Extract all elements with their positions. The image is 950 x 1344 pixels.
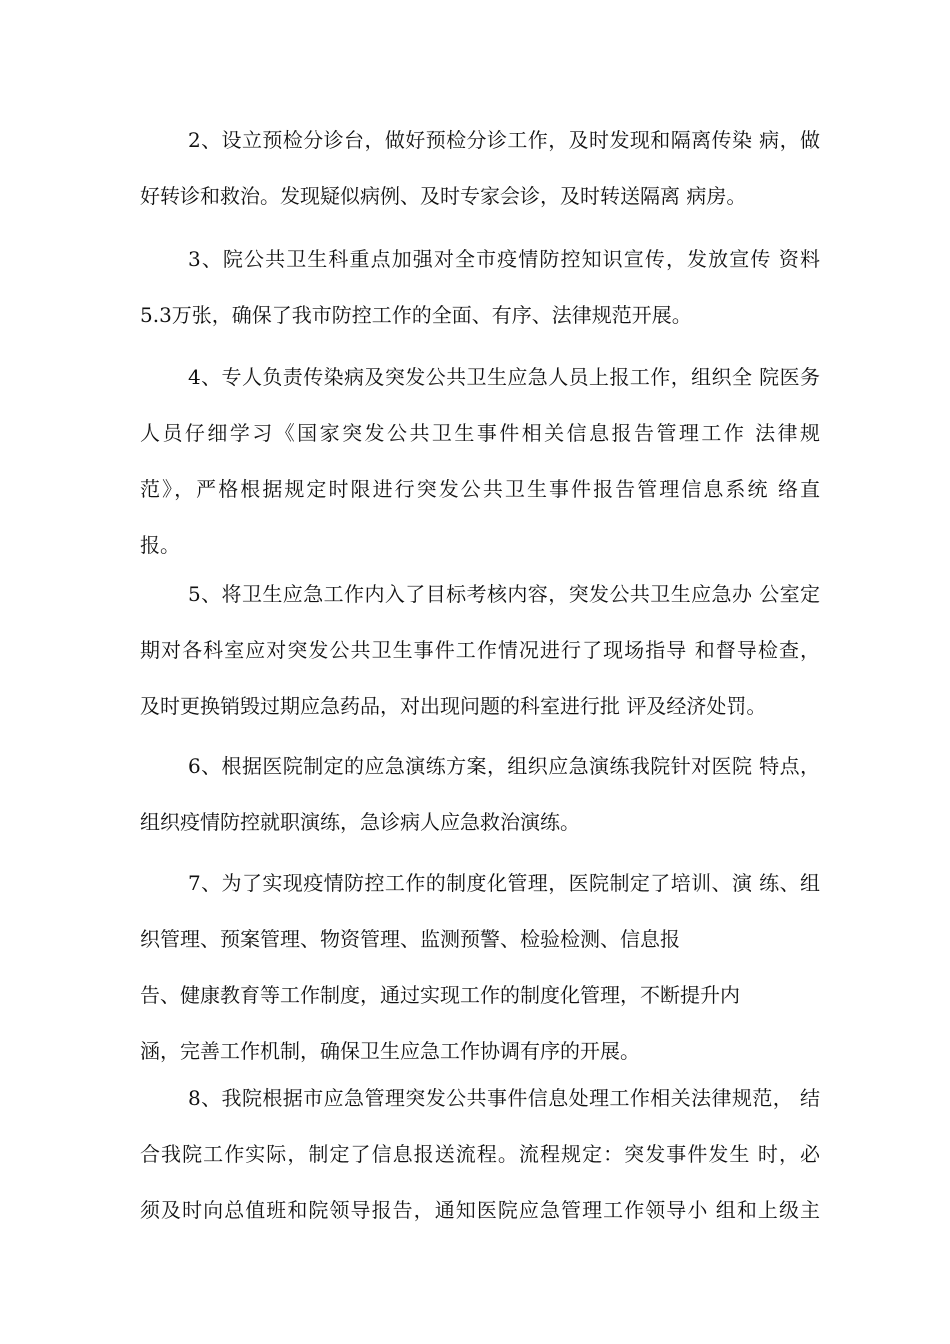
paragraph-line: 织管理、预案管理、物资管理、监测预警、检验检测、信息报 [140, 927, 680, 951]
paragraph-line: 7、为了实现疫情防控工作的制度化管理，医院制定了培训、演 练、组 [188, 871, 820, 895]
paragraph-6 [140, 738, 820, 850]
paragraph-line: 5、将卫生应急工作内入了目标考核内容，突发公共卫生应急办 公室定 [188, 582, 820, 606]
paragraph-line: 好转诊和救治。发现疑似病例、及时专家会诊，及时转送隔离 病房。 [140, 184, 747, 208]
paragraph-line: 人员仔细学习《国家突发公共卫生事件相关信息报告管理工作 法律规 [140, 421, 820, 445]
paragraph-line: 须及时向总值班和院领导报告，通知医院应急管理工作领导小 组和上级主 [140, 1198, 820, 1222]
paragraph-line: 3、院公共卫生科重点加强对全市疫情防控知识宣传，发放宣传 资料 [188, 247, 820, 271]
paragraph-line: 2、设立预检分诊台，做好预检分诊工作，及时发现和隔离传染 病，做 [188, 128, 820, 152]
paragraph-line: 及时更换销毁过期应急药品，对出现问题的科室进行批 评及经济处罚。 [140, 694, 767, 718]
paragraph-line: 合我院工作实际，制定了信息报送流程。流程规定：突发事件发生 时，必 [140, 1142, 820, 1166]
paragraph-line: 4、专人负责传染病及突发公共卫生应急人员上报工作，组织全 院医务 [188, 365, 820, 389]
paragraph-7 [140, 855, 820, 1079]
paragraph-line: 8、我院根据市应急管理突发公共事件信息处理工作相关法律规范， 结 [188, 1086, 820, 1110]
paragraph-2 [140, 112, 820, 224]
paragraph-line: 告、健康教育等工作制度，通过实现工作的制度化管理，不断提升内 [140, 983, 740, 1007]
paragraph-line: 5.3万张，确保了我市防控工作的全面、有序、法律规范开展。 [140, 303, 692, 327]
paragraph-3 [140, 231, 820, 343]
paragraph-8 [140, 1070, 820, 1238]
paragraph-line: 涵，完善工作机制，确保卫生应急工作协调有序的开展。 [140, 1039, 640, 1063]
paragraph-line: 期对各科室应对突发公共卫生事件工作情况进行了现场指导 和督导检查， [140, 638, 820, 662]
paragraph-line: 6、根据医院制定的应急演练方案，组织应急演练我院针对医院 特点， [188, 754, 820, 778]
paragraph-line: 组织疫情防控就职演练，急诊病人应急救治演练。 [140, 810, 580, 834]
paragraph-line: 报。 [140, 533, 180, 557]
paragraph-4 [140, 349, 820, 573]
paragraph-5 [140, 566, 820, 734]
paragraph-line: 范》，严格根据规定时限进行突发公共卫生事件报告管理信息系统 络直 [140, 477, 820, 501]
